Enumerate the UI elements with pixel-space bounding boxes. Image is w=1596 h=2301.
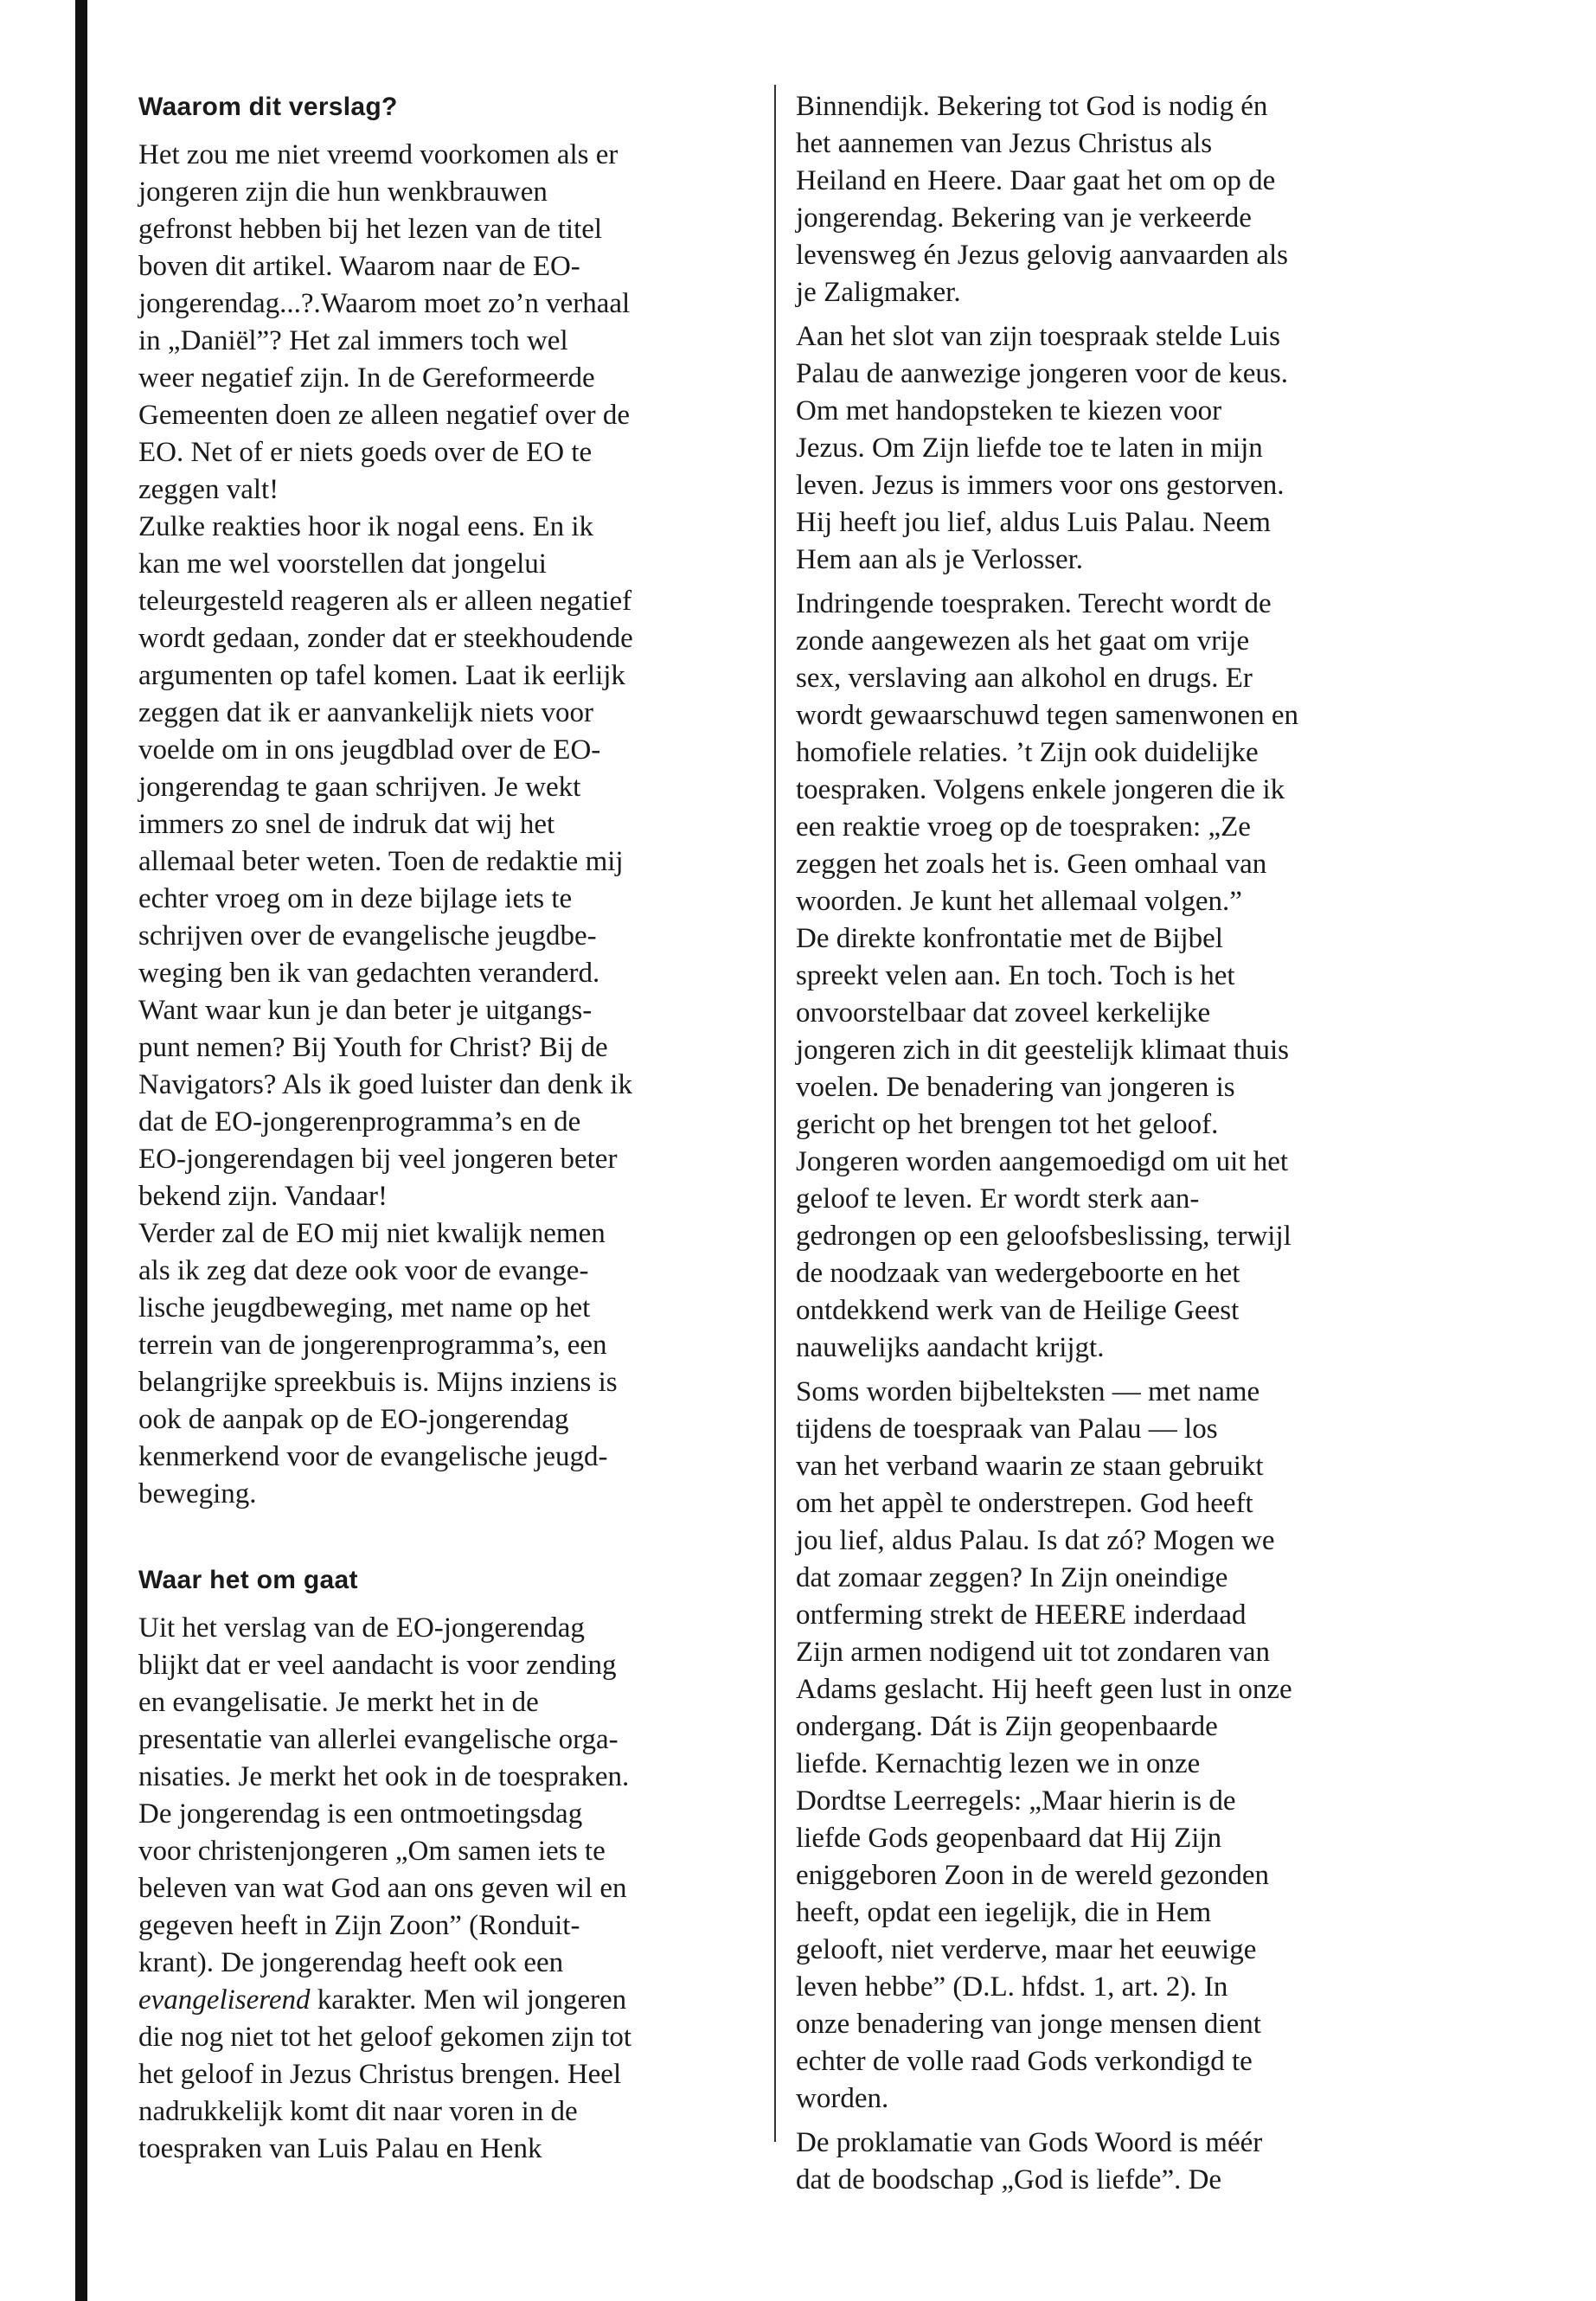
text-line: gedrongen op een geloofsbeslissing, terwijl: [796, 1221, 1292, 1252]
text-line: liefde. Kernachtig lezen we in onze: [796, 1748, 1201, 1779]
text-line: dat de boodschap „God is liefde”. De: [796, 2164, 1222, 2195]
text-line: ontferming strekt de HEERE inderdaad: [796, 1599, 1247, 1631]
text-line: jongerendag. Bekering van je verkeerde: [796, 202, 1252, 234]
text-line: beleven van wat God aan ons geven wil en: [138, 1873, 627, 1904]
text-line: echter vroeg om in deze bijlage iets te: [138, 883, 573, 914]
text-line: van het verband waarin ze staan gebruikt: [796, 1451, 1264, 1482]
text-line: zeggen valt!: [138, 474, 279, 505]
paragraph: [138, 509, 761, 1215]
text-line: geloof te leven. Er wordt sterk aan-: [796, 1183, 1200, 1215]
text-line: punt nemen? Bij Youth for Christ? Bij de: [138, 1032, 608, 1063]
text-line: Jezus. Om Zijn liefde toe te laten in mijn: [796, 433, 1263, 464]
section-heading-waar-het-om-gaat: Waar het om gaat: [138, 1566, 358, 1594]
text-line: Indringende toespraken. Terecht wordt de: [796, 588, 1272, 619]
text-line: De direkte konfrontatie met de Bijbel: [796, 923, 1223, 954]
text-line: nadrukkelijk komt dit naar voren in de: [138, 2096, 578, 2127]
text-line: woorden. Je kunt het allemaal volgen.”: [796, 886, 1242, 917]
text-line: Binnendijk. Bekering tot God is nodig én: [796, 91, 1268, 122]
text-line: allemaal beter weten. Toen de redaktie mij: [138, 846, 624, 877]
text-line: Heiland en Heere. Daar gaat het om op de: [796, 165, 1276, 196]
text-line: echter de volle raad Gods verkondigd te: [796, 2046, 1253, 2077]
text-line: Want waar kun je dan beter je uitgangs-: [138, 995, 593, 1026]
text-line: Hij heeft jou lief, aldus Luis Palau. Neem: [796, 507, 1271, 538]
column-divider: [774, 85, 776, 2142]
text-line: ontdekkend werk van de Heilige Geest: [796, 1295, 1240, 1326]
text-line: schrijven over de evangelische jeugdbe-: [138, 920, 597, 952]
text-line: in „Daniël”? Het zal immers toch wel: [138, 325, 568, 356]
text-line: toespraken van Luis Palau en Henk: [138, 2133, 542, 2164]
text-line: Uit het verslag van de EO-jongerendag: [138, 1612, 585, 1644]
text-line: bekend zijn. Vandaar!: [138, 1181, 388, 1212]
text-line: boven dit artikel. Waarom naar de EO-: [138, 251, 580, 282]
text-line: homofiele relaties. ’t Zijn ook duidelijke: [796, 737, 1259, 768]
text-line: presentatie van allerlei evangelische orga-: [138, 1724, 619, 1755]
text-line: Jongeren worden aangemoedigd om uit het: [796, 1146, 1289, 1177]
text-line: het geloof in Jezus Christus brengen. Heel: [138, 2059, 622, 2090]
mixed-style-line: evangeliserend karakter. Men wil jongeren: [138, 1984, 627, 2016]
text-line: krant). De jongerendag heeft ook een: [138, 1947, 564, 1978]
text-line: terrein van de jongerenprogramma’s, een: [138, 1330, 607, 1361]
text-line: EO. Net of er niets goeds over de EO te: [138, 437, 593, 468]
text-line: immers zo snel de indruk dat wij het: [138, 809, 555, 840]
text-line: voelde om in ons jeugdblad over de EO-: [138, 734, 601, 766]
text-line: eniggeboren Zoon in de wereld gezonden: [796, 1860, 1270, 1891]
text-line: die nog niet tot het geloof gekomen zijn tot: [138, 2022, 632, 2053]
text-line: en evangelisatie. Je merkt het in de: [138, 1687, 539, 1718]
text-line: kan me wel voorstellen dat jongelui: [138, 548, 547, 580]
text-line: nisaties. Je merkt het ook in de toespraken.: [138, 1761, 630, 1792]
paragraph: [138, 1610, 761, 2168]
paragraph: [138, 1215, 761, 1513]
text-line: EO-jongerendagen bij veel jongeren beter: [138, 1144, 618, 1175]
text-line: Navigators? Als ik goed luister dan denk ik: [138, 1069, 632, 1100]
paragraph: [796, 1374, 1419, 2118]
text-line: jongeren zijn die hun wenkbrauwen: [138, 176, 548, 208]
text-line: dat de EO-jongerenprogramma’s en de: [138, 1106, 581, 1138]
text-line: wordt gedaan, zonder dat er steekhoudende: [138, 623, 633, 654]
text-line: Verder zal de EO mij niet kwalijk nemen: [138, 1218, 606, 1249]
paragraph: [796, 318, 1419, 579]
text-line: Adams geslacht. Hij heeft geen lust in onze: [796, 1674, 1292, 1705]
text-line: blijkt dat er veel aandacht is voor zending: [138, 1650, 617, 1681]
text-line: zeggen het zoals het is. Geen omhaal van: [796, 849, 1267, 880]
text-line: belangrijke spreekbuis is. Mijns inziens is: [138, 1367, 618, 1398]
text-line: jou lief, aldus Palau. Is dat zó? Mogen we: [796, 1525, 1275, 1556]
text-line: De jongerendag is een ontmoetingsdag: [138, 1798, 583, 1830]
scan-binding-edge: [75, 0, 87, 2301]
text-line: voelen. De benadering van jongeren is: [796, 1072, 1235, 1103]
text-line: argumenten op tafel komen. Laat ik eerlijk: [138, 660, 625, 691]
text-line: jongeren zich in dit geestelijk klimaat thuis: [796, 1035, 1290, 1066]
paragraph: [796, 586, 1419, 1367]
text-line: toespraken. Volgens enkele jongeren die ik: [796, 774, 1285, 805]
text-line: onze benadering van jonge mensen dient: [796, 2009, 1261, 2040]
text-line: liefde Gods geopenbaard dat Hij Zijn: [796, 1823, 1222, 1854]
text-line: Om met handopsteken te kiezen voor: [796, 395, 1222, 426]
left-column: [138, 88, 761, 2168]
text-line: kenmerkend voor de evangelische jeugd-: [138, 1441, 608, 1472]
text-line: wordt gewaarschuwd tegen samenwonen en: [796, 700, 1298, 731]
text-line: leven hebbe” (D.L. hfdst. 1, art. 2). In: [796, 1971, 1228, 2003]
text-line: jongerendag te gaan schrijven. Je wekt: [138, 772, 581, 803]
text-line: zeggen dat ik er aanvankelijk niets voor: [138, 697, 593, 728]
text-line: dat zomaar zeggen? In Zijn oneindige: [796, 1562, 1228, 1593]
text-line: de noodzaak van wedergeboorte en het: [796, 1258, 1240, 1289]
text-line: worden.: [796, 2083, 889, 2114]
italic-term: evangeliserend: [138, 1984, 311, 2016]
text-line: het aannemen van Jezus Christus als: [796, 128, 1213, 159]
text-line: als ik zeg dat deze ook voor de evange-: [138, 1255, 589, 1286]
text-line: weging ben ik van gedachten veranderd.: [138, 958, 600, 989]
text-line: voor christenjongeren „Om samen iets te: [138, 1836, 606, 1867]
paragraph: [138, 137, 761, 509]
text-line: lische jeugdbeweging, met name op het: [138, 1292, 591, 1324]
right-column: [796, 88, 1419, 2199]
text-line: Dordtse Leerregels: „Maar hierin is de: [796, 1785, 1236, 1817]
text-line: zonde aangewezen als het gaat om vrije: [796, 625, 1250, 657]
text-line: Zijn armen nodigend uit tot zondaren van: [796, 1637, 1271, 1668]
text-line: jongerendag...?.Waarom moet zo’n verhaal: [138, 288, 631, 319]
text-line: Gemeenten doen ze alleen negatief over de: [138, 400, 631, 431]
text-line: De proklamatie van Gods Woord is méér: [796, 2127, 1263, 2158]
text-line: Het zou me niet vreemd voorkomen als er: [138, 139, 619, 170]
text-line: Zulke reakties hoor ik nogal eens. En ik: [138, 511, 594, 542]
text-line: Palau de aanwezige jongeren voor de keus.: [796, 358, 1289, 389]
text-line: om het appèl te onderstrepen. God heeft: [796, 1488, 1253, 1519]
text-line: Aan het slot van zijn toespraak stelde Luis: [796, 321, 1280, 352]
text-line: gegeven heeft in Zijn Zoon” (Ronduit-: [138, 1910, 580, 1941]
text-line: een reaktie vroeg op de toespraken: „Ze: [796, 811, 1251, 843]
text-line: teleurgesteld reageren als er alleen negatief: [138, 586, 632, 617]
text-line: sex, verslaving aan alkohol en drugs. Er: [796, 663, 1253, 694]
text-line: ook de aanpak op de EO-jongerendag: [138, 1404, 569, 1435]
text-line: gelooft, niet verderve, maar het eeuwige: [796, 1934, 1257, 1965]
text-line: gericht op het brengen tot het geloof.: [796, 1109, 1219, 1140]
text-line: Hem aan als je Verlosser.: [796, 544, 1084, 575]
section-heading-waarom: Waarom dit verslag?: [138, 93, 398, 121]
paragraph: [796, 2125, 1419, 2199]
text-line: ondergang. Dát is Zijn geopenbaarde: [796, 1711, 1218, 1742]
text-line: heeft, opdat een iegelijk, die in Hem: [796, 1897, 1212, 1928]
text-line: tijdens de toespraak van Palau — los: [796, 1413, 1218, 1445]
text-line: levensweg én Jezus gelovig aanvaarden als: [796, 240, 1289, 271]
text-line: Soms worden bijbelteksten — met name: [796, 1376, 1260, 1407]
text-line: beweging.: [138, 1478, 257, 1509]
text-line: weer negatief zijn. In de Gereformeerde: [138, 362, 595, 394]
text-line: gefronst hebben bij het lezen van de titel: [138, 214, 603, 245]
text-line: onvoorstelbaar dat zoveel kerkelijke: [796, 997, 1211, 1029]
text-line: spreekt velen aan. En toch. Toch is het: [796, 960, 1235, 991]
text-line: je Zaligmaker.: [796, 277, 961, 308]
text-line: leven. Jezus is immers voor ons gestorven.: [796, 470, 1285, 501]
text-line: nauwelijks aandacht krijgt.: [796, 1332, 1105, 1363]
paragraph: [796, 88, 1419, 311]
